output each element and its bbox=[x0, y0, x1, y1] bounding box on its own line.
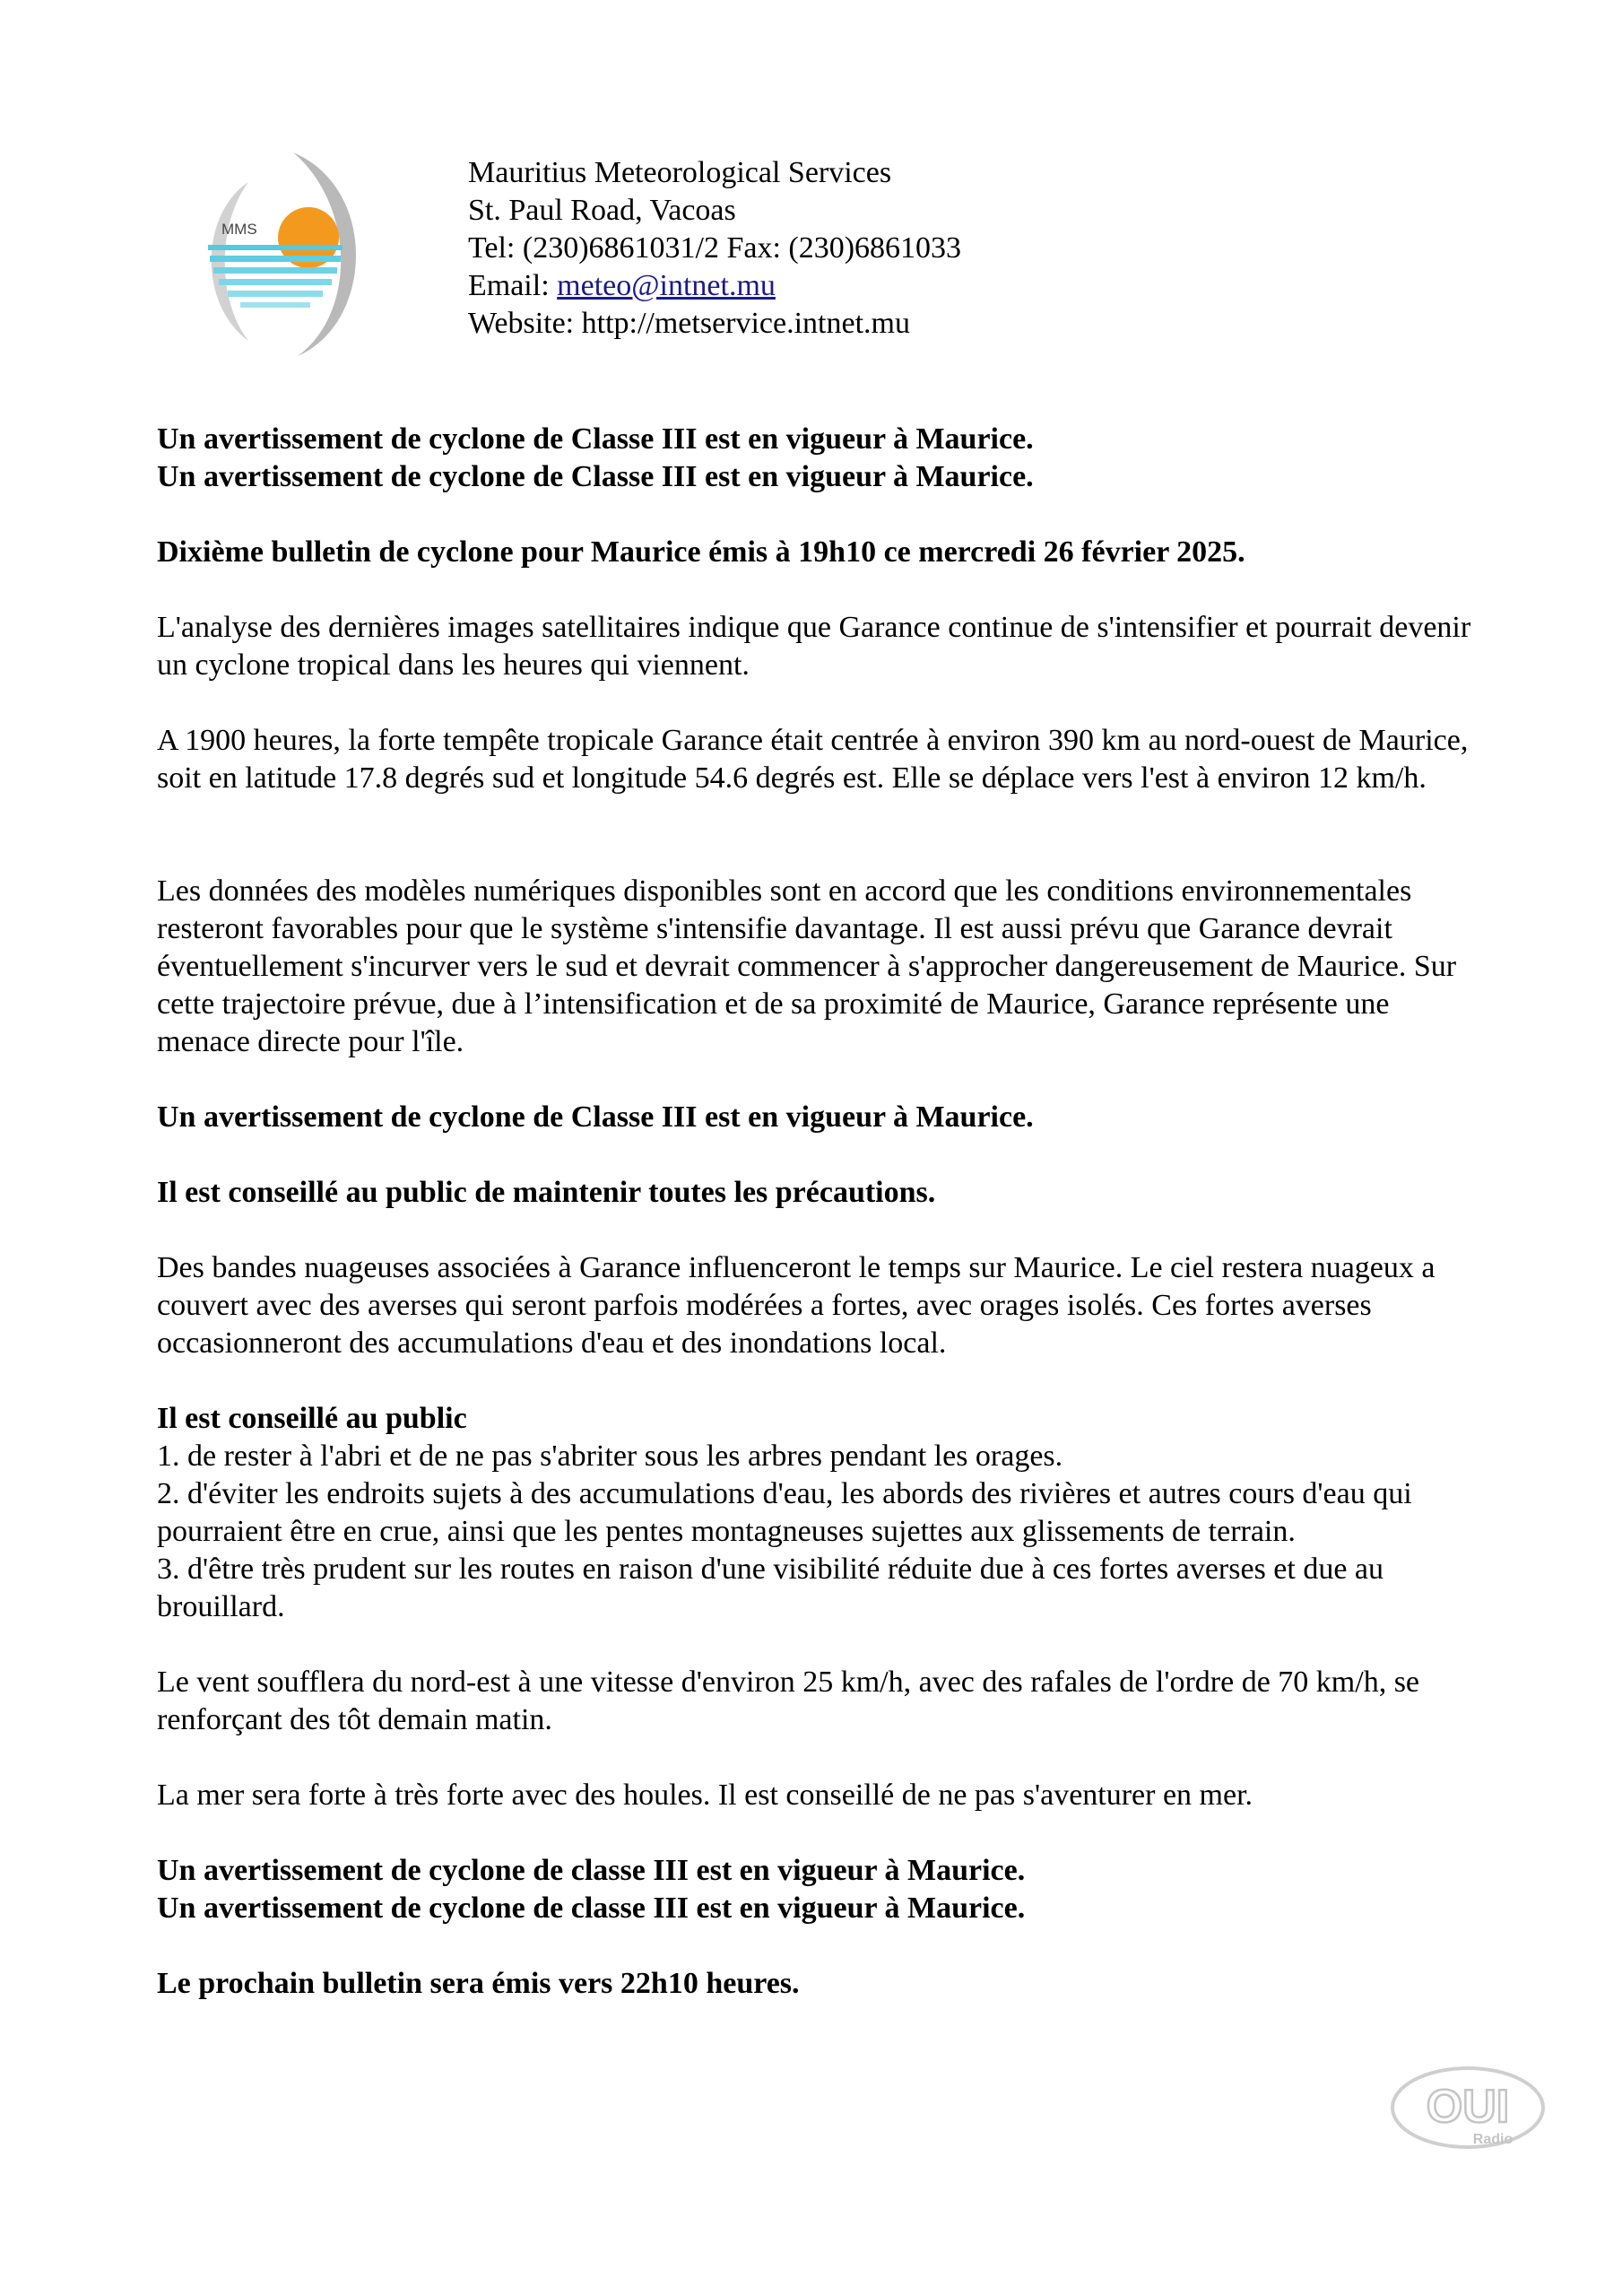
paragraph-weather: Des bandes nuageuses associées à Garance influenceront le temps sur Maurice. Le ciel restera nuageux a couvert avec des averses qui seront parfois modérées a fortes, avec orages isolés. Ces fortes averses occasionneront des accumulations d'eau et des inondations local. bbox=[157, 1251, 1436, 1360]
address: St. Paul Road, Vacoas bbox=[468, 194, 736, 227]
next-bulletin-line: Le prochain bulletin sera émis vers 22h10 heures. bbox=[157, 1967, 800, 2000]
paragraph-wind: Le vent soufflera du nord-est à une vitesse d'environ 25 km/h, avec des rafales de l'ordre de 70 km/h, se renforçant des tôt demain matin. bbox=[157, 1665, 1420, 1736]
advice-item: 3. d'être très prudent sur les routes en raison d'une visibilité réduite due à ces fortes averses et due au brouillard. bbox=[157, 1552, 1384, 1623]
bulletin-body bbox=[157, 421, 1484, 2003]
warning-line: Un avertissement de cyclone de classe III est en vigueur à Maurice. bbox=[157, 1854, 1026, 1887]
contact-header bbox=[468, 154, 961, 343]
bulletin-title: Dixième bulletin de cyclone pour Maurice émis à 19h10 ce mercredi 26 février 2025. bbox=[157, 535, 1245, 569]
advice-item: 2. d'éviter les endroits sujets à des accumulations d'eau, les abords des rivières et autres cours d'eau qui pourraient être en crue, ainsi que les pentes montagneuses sujettes aux glissements de terrain. bbox=[157, 1477, 1412, 1548]
advice-item: 1. de rester à l'abri et de ne pas s'abriter sous les arbres pendant les orages. bbox=[157, 1439, 1063, 1473]
email-label: Email: bbox=[468, 269, 558, 302]
paragraph-position: A 1900 heures, la forte tempête tropicale Garance était centrée à environ 390 km au nord-ouest de Maurice, soit en latitude 17.8 degrés sud et longitude 54.6 degrés est. Elle se déplace vers l'est à environ 12 km/h. bbox=[157, 724, 1469, 795]
mms-logo bbox=[190, 148, 360, 363]
watermark-text: OUI bbox=[1426, 2081, 1510, 2133]
watermark-subtext: Radio bbox=[1472, 2132, 1514, 2147]
logo-text: MMS bbox=[221, 221, 257, 238]
email-line bbox=[468, 267, 961, 305]
paragraph-models: Les données des modèles numériques disponibles sont en accord que les conditions environnementales resteront favorables pour que le système s'intensifie davantage. Il est aussi prévu que Garance devrait éventuellement s'incurver vers le sud et devrait commencer à s'approcher dangereusement de Maurice. Sur cette trajectoire prévue, due à l’intensification et de sa proximité de Maurice, Garance représente une menace directe pour l'île. bbox=[157, 874, 1457, 1058]
website: Website: http://metservice.intnet.mu bbox=[468, 307, 910, 340]
warning-line: Un avertissement de cyclone de classe III est en vigueur à Maurice. bbox=[157, 1892, 1026, 1925]
email-link[interactable]: meteo@intnet.mu bbox=[557, 269, 776, 302]
warning-line: Un avertissement de cyclone de Classe III est en vigueur à Maurice. bbox=[157, 422, 1034, 456]
precautions-line: Il est conseillé au public de maintenir toutes les précautions. bbox=[157, 1176, 936, 1209]
tel-fax: Tel: (230)6861031/2 Fax: (230)6861033 bbox=[468, 231, 962, 265]
org-name: Mauritius Meteorological Services bbox=[468, 156, 892, 189]
advice-title: Il est conseillé au public bbox=[157, 1402, 467, 1435]
paragraph-analysis: L'analyse des dernières images satellitaires indique que Garance continue de s'intensifier et pourrait devenir un cyclone tropical dans les heures qui viennent. bbox=[157, 611, 1471, 682]
warning-line: Un avertissement de cyclone de Classe III est en vigueur à Maurice. bbox=[157, 1100, 1034, 1134]
warning-line: Un avertissement de cyclone de Classe III est en vigueur à Maurice. bbox=[157, 460, 1034, 493]
paragraph-sea: La mer sera forte à très forte avec des houles. Il est conseillé de ne pas s'aventurer en mer. bbox=[157, 1779, 1253, 1812]
oui-radio-watermark bbox=[1385, 2063, 1556, 2152]
